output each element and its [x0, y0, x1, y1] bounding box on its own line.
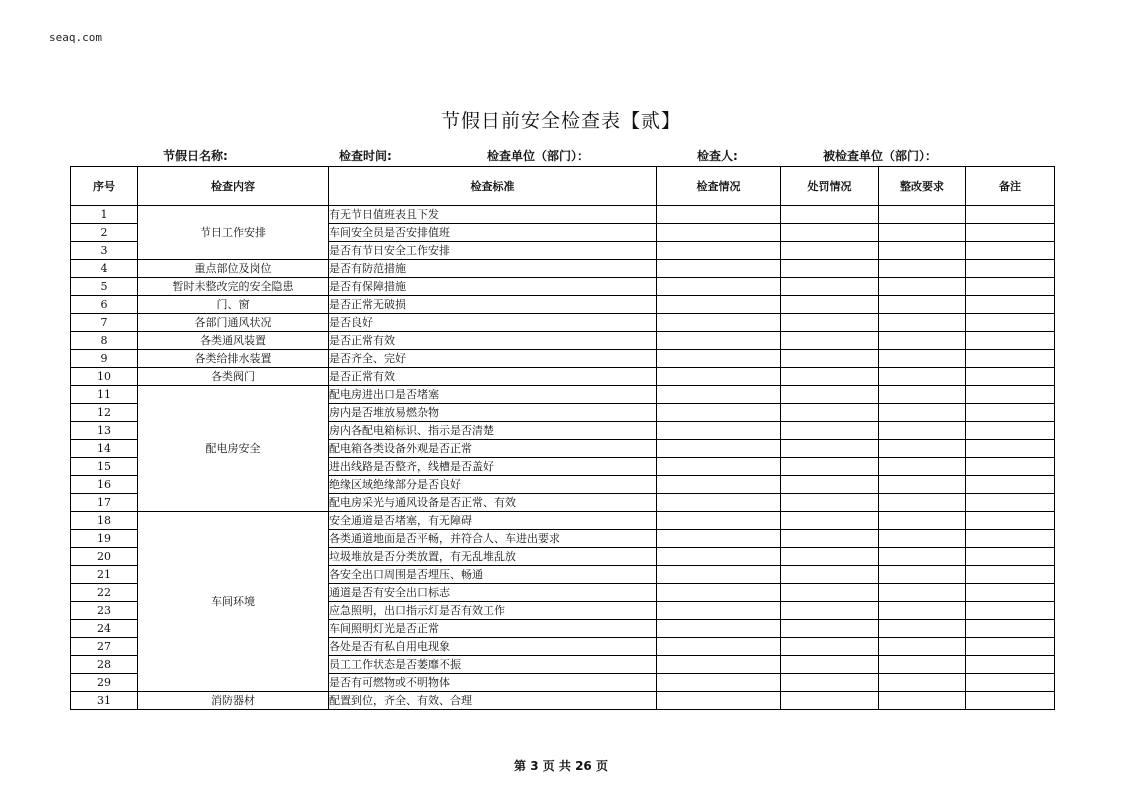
check-standard: 配电房采光与通风设备是否正常、有效 — [329, 494, 657, 512]
rectification-cell[interactable] — [879, 566, 966, 584]
check-standard: 车间安全员是否安排值班 — [329, 224, 657, 242]
row-number: 8 — [71, 332, 138, 350]
check-content: 配电房安全 — [138, 386, 329, 512]
table-row — [71, 386, 1055, 404]
row-number: 6 — [71, 296, 138, 314]
check-content: 消防器材 — [138, 692, 329, 710]
header-standard: 检查标准 — [329, 167, 657, 206]
penalty-cell[interactable] — [781, 440, 879, 458]
rectification-cell[interactable] — [879, 422, 966, 440]
check-result-cell[interactable] — [657, 458, 781, 476]
check-result-cell[interactable] — [657, 224, 781, 242]
remarks-cell[interactable] — [966, 512, 1055, 530]
row-number: 2 — [71, 224, 138, 242]
penalty-cell[interactable] — [781, 566, 879, 584]
remarks-cell[interactable] — [966, 386, 1055, 404]
check-content: 门、窗 — [138, 296, 329, 314]
rectification-cell[interactable] — [879, 602, 966, 620]
check-standard: 配置到位，齐全、有效、合理 — [329, 692, 657, 710]
rectification-cell[interactable] — [879, 674, 966, 692]
row-number: 29 — [71, 674, 138, 692]
penalty-cell[interactable] — [781, 494, 879, 512]
penalty-cell[interactable] — [781, 206, 879, 224]
header-remarks: 备注 — [966, 167, 1055, 206]
check-standard: 员工工作状态是否萎靡不振 — [329, 656, 657, 674]
header-content: 检查内容 — [138, 167, 329, 206]
row-number: 22 — [71, 584, 138, 602]
rectification-cell[interactable] — [879, 314, 966, 332]
check-result-cell[interactable] — [657, 494, 781, 512]
row-number: 5 — [71, 278, 138, 296]
check-result-cell[interactable] — [657, 440, 781, 458]
remarks-cell[interactable] — [966, 566, 1055, 584]
table-row — [71, 278, 1055, 296]
row-number: 16 — [71, 476, 138, 494]
check-standard: 进出线路是否整齐，线槽是否盖好 — [329, 458, 657, 476]
penalty-cell[interactable] — [781, 638, 879, 656]
check-standard: 绝缘区域绝缘部分是否良好 — [329, 476, 657, 494]
check-result-cell[interactable] — [657, 530, 781, 548]
row-number: 15 — [71, 458, 138, 476]
remarks-cell[interactable] — [966, 368, 1055, 386]
remarks-cell[interactable] — [966, 260, 1055, 278]
rectification-cell[interactable] — [879, 692, 966, 710]
check-result-cell[interactable] — [657, 368, 781, 386]
rectification-cell[interactable] — [879, 296, 966, 314]
penalty-cell[interactable] — [781, 602, 879, 620]
rectification-cell[interactable] — [879, 584, 966, 602]
check-standard: 是否有保障措施 — [329, 278, 657, 296]
remarks-cell[interactable] — [966, 206, 1055, 224]
check-standard: 配电房进出口是否堵塞 — [329, 386, 657, 404]
check-result-cell[interactable] — [657, 476, 781, 494]
row-number: 13 — [71, 422, 138, 440]
rectification-cell[interactable] — [879, 512, 966, 530]
inspector-label: 检查人: — [697, 149, 738, 163]
check-result-cell[interactable] — [657, 638, 781, 656]
row-number: 10 — [71, 368, 138, 386]
rectification-cell[interactable] — [879, 494, 966, 512]
check-result-cell[interactable] — [657, 548, 781, 566]
check-content: 重点部位及岗位 — [138, 260, 329, 278]
penalty-cell[interactable] — [781, 548, 879, 566]
check-result-cell[interactable] — [657, 566, 781, 584]
check-result-cell[interactable] — [657, 314, 781, 332]
row-number: 11 — [71, 386, 138, 404]
remarks-cell[interactable] — [966, 674, 1055, 692]
check-standard: 各处是否有私自用电现象 — [329, 638, 657, 656]
table-row — [71, 296, 1055, 314]
remarks-cell[interactable] — [966, 296, 1055, 314]
check-result-cell[interactable] — [657, 404, 781, 422]
rectification-cell[interactable] — [879, 404, 966, 422]
penalty-cell[interactable] — [781, 404, 879, 422]
remarks-cell[interactable] — [966, 350, 1055, 368]
rectification-cell[interactable] — [879, 620, 966, 638]
remarks-cell[interactable] — [966, 692, 1055, 710]
page-number: 第 3 页 共 26 页 — [514, 759, 608, 773]
header-number: 序号 — [71, 167, 138, 206]
remarks-cell[interactable] — [966, 224, 1055, 242]
remarks-cell[interactable] — [966, 638, 1055, 656]
rectification-cell[interactable] — [879, 242, 966, 260]
check-content: 车间环境 — [138, 512, 329, 692]
inspection-table — [70, 166, 1055, 710]
check-standard: 有无节日值班表且下发 — [329, 206, 657, 224]
check-content: 各类阀门 — [138, 368, 329, 386]
row-number: 31 — [71, 692, 138, 710]
row-number: 7 — [71, 314, 138, 332]
table-body — [71, 206, 1055, 710]
remarks-cell[interactable] — [966, 620, 1055, 638]
check-result-cell[interactable] — [657, 386, 781, 404]
row-number: 3 — [71, 242, 138, 260]
check-result-cell[interactable] — [657, 656, 781, 674]
penalty-cell[interactable] — [781, 458, 879, 476]
rectification-cell[interactable] — [879, 530, 966, 548]
check-standard: 房内各配电箱标识、指示是否清楚 — [329, 422, 657, 440]
check-result-cell[interactable] — [657, 674, 781, 692]
row-number: 24 — [71, 620, 138, 638]
penalty-cell[interactable] — [781, 386, 879, 404]
check-content: 各部门通风状况 — [138, 314, 329, 332]
row-number: 21 — [71, 566, 138, 584]
check-content: 暂时未整改完的安全隐患 — [138, 278, 329, 296]
row-number: 1 — [71, 206, 138, 224]
check-standard: 各类通道地面是否平畅，并符合人、车进出要求 — [329, 530, 657, 548]
check-content: 节日工作安排 — [138, 206, 329, 260]
row-number: 17 — [71, 494, 138, 512]
rectification-cell[interactable] — [879, 332, 966, 350]
remarks-cell[interactable] — [966, 332, 1055, 350]
check-standard: 是否正常有效 — [329, 332, 657, 350]
rectification-cell[interactable] — [879, 260, 966, 278]
check-content: 各类给排水装置 — [138, 350, 329, 368]
check-content: 各类通风装置 — [138, 332, 329, 350]
table-row — [71, 368, 1055, 386]
penalty-cell[interactable] — [781, 530, 879, 548]
row-number: 27 — [71, 638, 138, 656]
check-result-cell[interactable] — [657, 332, 781, 350]
penalty-cell[interactable] — [781, 476, 879, 494]
table-row — [71, 512, 1055, 530]
row-number: 19 — [71, 530, 138, 548]
rectification-cell[interactable] — [879, 278, 966, 296]
holiday-name-label: 节假日名称: — [163, 149, 228, 163]
table-row — [71, 314, 1055, 332]
row-number: 12 — [71, 404, 138, 422]
check-standard: 车间照明灯光是否正常 — [329, 620, 657, 638]
remarks-cell[interactable] — [966, 278, 1055, 296]
check-result-cell[interactable] — [657, 620, 781, 638]
check-standard: 垃圾堆放是否分类放置，有无乱堆乱放 — [329, 548, 657, 566]
rectification-cell[interactable] — [879, 206, 966, 224]
check-standard: 安全通道是否堵塞，有无障碍 — [329, 512, 657, 530]
remarks-cell[interactable] — [966, 584, 1055, 602]
row-number: 4 — [71, 260, 138, 278]
check-result-cell[interactable] — [657, 296, 781, 314]
table-row — [71, 206, 1055, 224]
check-result-cell[interactable] — [657, 260, 781, 278]
rectification-cell[interactable] — [879, 224, 966, 242]
remarks-cell[interactable] — [966, 458, 1055, 476]
remarks-cell[interactable] — [966, 422, 1055, 440]
site-watermark: seaq.com — [49, 31, 102, 44]
check-standard: 是否正常无破损 — [329, 296, 657, 314]
remarks-cell[interactable] — [966, 602, 1055, 620]
page-title: 节假日前安全检查表【贰】 — [440, 110, 681, 132]
check-standard: 配电箱各类设备外观是否正常 — [329, 440, 657, 458]
table-header-row — [71, 167, 1055, 206]
remarks-cell[interactable] — [966, 476, 1055, 494]
check-standard: 是否齐全、完好 — [329, 350, 657, 368]
rectification-cell[interactable] — [879, 386, 966, 404]
check-result-cell[interactable] — [657, 512, 781, 530]
rectification-cell[interactable] — [879, 638, 966, 656]
row-number: 23 — [71, 602, 138, 620]
remarks-cell[interactable] — [966, 404, 1055, 422]
penalty-cell[interactable] — [781, 242, 879, 260]
penalty-cell[interactable] — [781, 584, 879, 602]
rectification-cell[interactable] — [879, 440, 966, 458]
rectification-cell[interactable] — [879, 368, 966, 386]
check-standard: 是否有可燃物或不明物体 — [329, 674, 657, 692]
table-row — [71, 260, 1055, 278]
penalty-cell[interactable] — [781, 332, 879, 350]
check-standard: 是否有防范措施 — [329, 260, 657, 278]
row-number: 18 — [71, 512, 138, 530]
check-standard: 是否良好 — [329, 314, 657, 332]
penalty-cell[interactable] — [781, 368, 879, 386]
check-result-cell[interactable] — [657, 602, 781, 620]
check-standard: 是否有节日安全工作安排 — [329, 242, 657, 260]
remarks-cell[interactable] — [966, 440, 1055, 458]
rectification-cell[interactable] — [879, 458, 966, 476]
check-result-cell[interactable] — [657, 242, 781, 260]
check-standard: 应急照明，出口指示灯是否有效工作 — [329, 602, 657, 620]
table-row — [71, 692, 1055, 710]
check-result-cell[interactable] — [657, 422, 781, 440]
row-number: 9 — [71, 350, 138, 368]
penalty-cell[interactable] — [781, 620, 879, 638]
penalty-cell[interactable] — [781, 674, 879, 692]
remarks-cell[interactable] — [966, 314, 1055, 332]
check-standard: 各安全出口周围是否埋压、畅通 — [329, 566, 657, 584]
remarks-cell[interactable] — [966, 548, 1055, 566]
row-number: 20 — [71, 548, 138, 566]
check-unit-label: 检查单位（部门）： — [487, 149, 590, 163]
remarks-cell[interactable] — [966, 530, 1055, 548]
penalty-cell[interactable] — [781, 350, 879, 368]
table-row — [71, 332, 1055, 350]
remarks-cell[interactable] — [966, 656, 1055, 674]
penalty-cell[interactable] — [781, 512, 879, 530]
check-standard: 房内是否堆放易燃杂物 — [329, 404, 657, 422]
remarks-cell[interactable] — [966, 242, 1055, 260]
table-row — [71, 350, 1055, 368]
penalty-cell[interactable] — [781, 422, 879, 440]
check-result-cell[interactable] — [657, 350, 781, 368]
rectification-cell[interactable] — [879, 350, 966, 368]
rectification-cell[interactable] — [879, 476, 966, 494]
penalty-cell[interactable] — [781, 656, 879, 674]
penalty-cell[interactable] — [781, 692, 879, 710]
check-result-cell[interactable] — [657, 692, 781, 710]
penalty-cell[interactable] — [781, 224, 879, 242]
rectification-cell[interactable] — [879, 548, 966, 566]
rectification-cell[interactable] — [879, 656, 966, 674]
inspected-unit-label: 被检查单位（部门）： — [823, 149, 938, 163]
penalty-cell[interactable] — [781, 296, 879, 314]
penalty-cell[interactable] — [781, 278, 879, 296]
remarks-cell[interactable] — [966, 494, 1055, 512]
header-penalty: 处罚情况 — [781, 167, 879, 206]
check-result-cell[interactable] — [657, 584, 781, 602]
check-result-cell[interactable] — [657, 206, 781, 224]
check-time-label: 检查时间: — [339, 149, 392, 163]
check-standard: 通道是否有安全出口标志 — [329, 584, 657, 602]
penalty-cell[interactable] — [781, 314, 879, 332]
row-number: 14 — [71, 440, 138, 458]
header-result: 检查情况 — [657, 167, 781, 206]
penalty-cell[interactable] — [781, 260, 879, 278]
header-rectification: 整改要求 — [879, 167, 966, 206]
check-standard: 是否正常有效 — [329, 368, 657, 386]
check-result-cell[interactable] — [657, 278, 781, 296]
row-number: 28 — [71, 656, 138, 674]
